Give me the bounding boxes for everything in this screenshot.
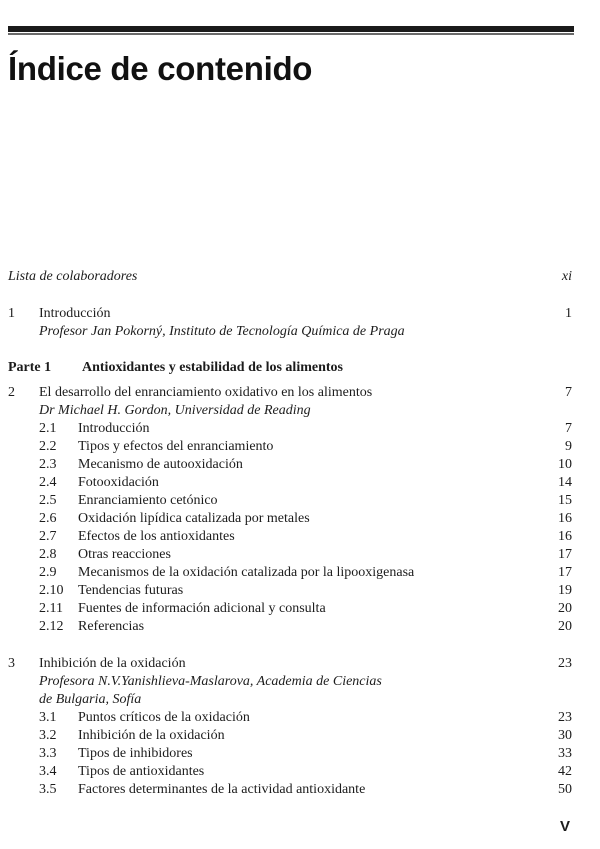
section-number: 3.2 bbox=[39, 728, 57, 743]
section-title: Oxidación lipídica catalizada por metales bbox=[78, 511, 310, 526]
header-rule bbox=[8, 26, 574, 32]
section-title: Tipos de antioxidantes bbox=[78, 764, 205, 779]
section-title: Tipos de inhibidores bbox=[78, 746, 193, 761]
chapter-author: de Bulgaria, Sofía bbox=[39, 692, 142, 707]
part-title: Antioxidantes y estabilidad de los alimentos bbox=[82, 360, 343, 375]
chapter-author: Dr Michael H. Gordon, Universidad de Reading bbox=[39, 403, 311, 418]
section-number: 3.1 bbox=[39, 710, 57, 725]
section-page: 9 bbox=[565, 439, 572, 454]
section-page: 7 bbox=[565, 421, 572, 436]
section-title: Factores determinantes de la actividad antioxidante bbox=[78, 782, 366, 797]
section-title: Fotooxidación bbox=[78, 475, 159, 490]
section-page: 50 bbox=[558, 782, 572, 797]
section-page: 15 bbox=[558, 493, 572, 508]
section-number: 2.6 bbox=[39, 511, 57, 526]
chapter-number: 1 bbox=[8, 306, 15, 321]
section-page: 10 bbox=[558, 457, 572, 472]
section-page: 17 bbox=[558, 565, 572, 580]
section-title: Mecanismo de autooxidación bbox=[78, 457, 243, 472]
page-number: V bbox=[559, 818, 570, 835]
chapter-number: 3 bbox=[8, 656, 15, 671]
chapter-author: Profesora N.V.Yanishlieva-Maslarova, Academia de Ciencias bbox=[39, 674, 382, 689]
chapter-title: Introducción bbox=[39, 306, 111, 321]
section-page: 20 bbox=[558, 601, 572, 616]
section-number: 2.1 bbox=[39, 421, 57, 436]
chapter-author: Profesor Jan Pokorný, Instituto de Tecnología Química de Praga bbox=[39, 324, 405, 339]
section-number: 2.8 bbox=[39, 547, 57, 562]
part-label: Parte 1 bbox=[8, 360, 52, 375]
section-page: 23 bbox=[558, 710, 572, 725]
section-page: 33 bbox=[558, 746, 572, 761]
section-number: 2.7 bbox=[39, 529, 57, 544]
section-title: Referencias bbox=[78, 619, 145, 634]
section-number: 2.2 bbox=[39, 439, 57, 454]
entry-title: Lista de colaboradores bbox=[8, 269, 138, 284]
chapter-number: 2 bbox=[8, 385, 15, 400]
section-title: Tendencias futuras bbox=[78, 583, 184, 598]
section-title: Fuentes de información adicional y consulta bbox=[78, 601, 326, 616]
section-title: Efectos de los antioxidantes bbox=[78, 529, 235, 544]
section-page: 16 bbox=[558, 511, 572, 526]
section-number: 2.4 bbox=[39, 475, 57, 490]
section-page: 16 bbox=[558, 529, 572, 544]
entry-page: xi bbox=[561, 269, 572, 284]
section-page: 20 bbox=[558, 619, 572, 634]
chapter-page: 1 bbox=[565, 306, 572, 321]
section-title: Puntos críticos de la oxidación bbox=[78, 710, 250, 725]
section-page: 30 bbox=[558, 728, 572, 743]
section-title: Inhibición de la oxidación bbox=[78, 728, 225, 743]
section-number: 2.11 bbox=[39, 601, 63, 616]
section-title: Tipos y efectos del enranciamiento bbox=[78, 439, 274, 454]
section-title: Enranciamiento cetónico bbox=[78, 493, 218, 508]
section-page: 19 bbox=[558, 583, 572, 598]
chapter-page: 7 bbox=[565, 385, 572, 400]
section-number: 2.9 bbox=[39, 565, 57, 580]
section-number: 2.5 bbox=[39, 493, 57, 508]
section-number: 2.10 bbox=[39, 583, 64, 598]
section-page: 14 bbox=[558, 475, 572, 490]
section-page: 42 bbox=[558, 764, 572, 779]
section-page: 17 bbox=[558, 547, 572, 562]
section-number: 3.5 bbox=[39, 782, 57, 797]
section-title: Introducción bbox=[78, 421, 150, 436]
chapter-title: Inhibición de la oxidación bbox=[39, 656, 186, 671]
header-rule-thin bbox=[8, 33, 574, 35]
section-number: 3.4 bbox=[39, 764, 57, 779]
page-title: Índice de contenido bbox=[8, 50, 313, 87]
section-title: Otras reacciones bbox=[78, 547, 171, 562]
section-number: 3.3 bbox=[39, 746, 57, 761]
chapter-page: 23 bbox=[558, 656, 572, 671]
chapter-title: El desarrollo del enranciamiento oxidativo en los alimentos bbox=[39, 385, 373, 400]
section-number: 2.12 bbox=[39, 619, 64, 634]
section-number: 2.3 bbox=[39, 457, 57, 472]
section-title: Mecanismos de la oxidación catalizada por la lipooxigenasa bbox=[78, 565, 415, 580]
